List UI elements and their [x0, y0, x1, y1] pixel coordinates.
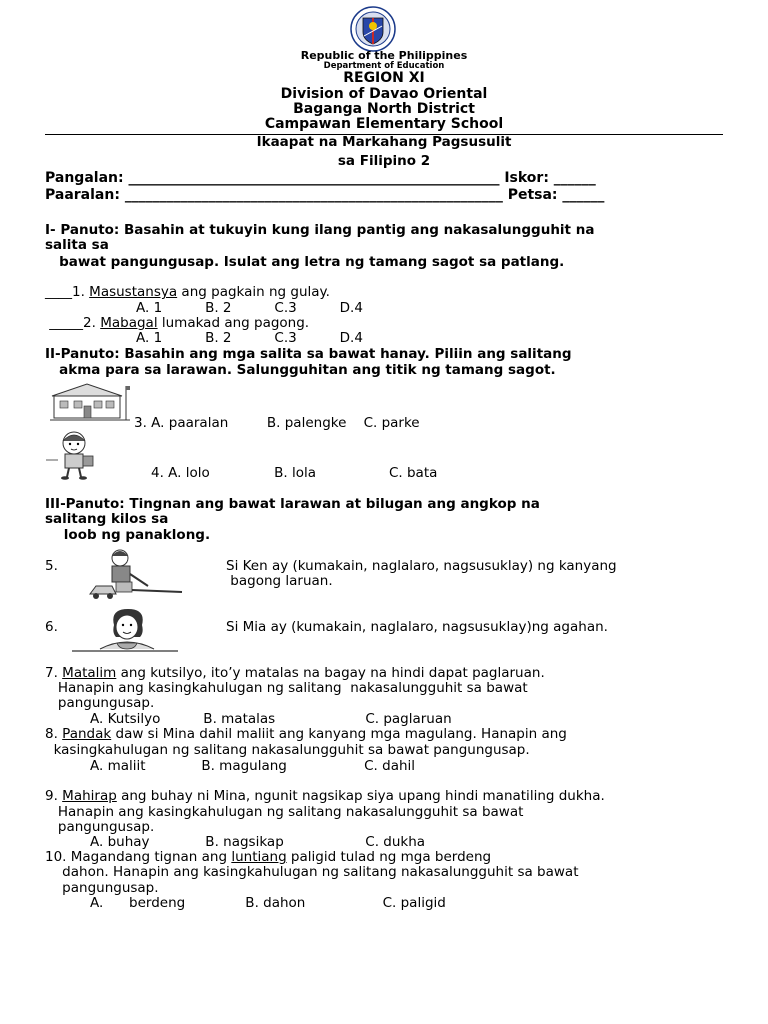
question-5-line1: Si Ken ay (kumakain, naglalaro, nagsusuklay) ng kanyang — [226, 558, 617, 574]
exam-title-line2: sa Filipino 2 — [337, 153, 431, 169]
question-5-number: 5. — [45, 558, 58, 574]
question-10-line2: dahon. Hanapin ang kasingkahulugan ng salitang nakasalungguhit sa bawat — [45, 864, 579, 880]
question-3: 3. A. paaralan B. palengke C. parke — [134, 415, 420, 431]
question-10: 10. Magandang tignan ang luntiang paligid tulad ng mga berdeng — [45, 849, 492, 865]
question-2: _____2. Mabagal lumakad ang pagong. — [45, 315, 310, 331]
girl-eating-picture — [70, 607, 180, 659]
question-9-line2: Hanapin ang kasingkahulugan ng salitang nakasalungguhit sa bawat — [45, 804, 524, 820]
question-8-line2: kasingkahulugan ng salitang nakasalungguhit sa bawat pangungusap. — [45, 742, 530, 758]
question-7-line2: Hanapin ang kasingkahulugan ng salitang nakasalungguhit sa bawat — [45, 680, 528, 696]
republic-header: Republic of the Philippines — [300, 49, 468, 62]
question-8: 8. Pandak daw si Mina dahil maliit ang kanyang mga magulang. Hanapin ang — [45, 726, 567, 742]
question-4: 4. A. lolo B. lola C. bata — [151, 465, 438, 481]
name-score-field[interactable]: Pangalan: _____________________________________________________ Iskor: ______ — [45, 170, 596, 186]
question-10-choices: A. berdeng B. dahon C. paligid — [90, 895, 446, 911]
part2-instruction-line2: akma para sa larawan. Salungguhitan ang titik ng tamang sagot. — [45, 362, 556, 378]
part3-instruction-line1: III-Panuto: Tingnan ang bawat larawan at bilugan ang angkop na — [45, 496, 540, 512]
question-6-number: 6. — [45, 619, 58, 635]
child-picture — [44, 430, 104, 480]
part3-instruction-line2: salitang kilos sa — [45, 511, 169, 527]
part3-instruction-line3: loob ng panaklong. — [45, 527, 211, 543]
region-header: REGION XI — [343, 70, 425, 86]
part1-instruction-line3: bawat pangungusap. Isulat ang letra ng tamang sagot sa patlang. — [45, 254, 565, 270]
department-header: Department of Education — [323, 61, 445, 71]
question-7: 7. Matalim ang kutsilyo, ito’y matalas na bagay na hindi dapat paglaruan. — [45, 665, 545, 681]
question-1-choices: A. 1 B. 2 C.3 D.4 — [136, 300, 363, 316]
school-building-picture — [50, 380, 130, 424]
question-6-line1: Si Mia ay (kumakain, naglalaro, nagsusuklay)ng agahan. — [226, 619, 608, 635]
question-5-line2: bagong laruan. — [226, 573, 333, 589]
question-10-line3: pangungusap. — [45, 880, 159, 896]
district-header: Baganga North District — [293, 101, 475, 117]
part1-instruction-line2: salita sa — [45, 237, 109, 253]
question-9-line3: pangungusap. — [45, 819, 155, 835]
question-8-choices: A. maliit B. magulang C. dahil — [90, 758, 416, 774]
boy-playing-toy-car-picture — [86, 548, 186, 606]
part2-instruction-line1: II-Panuto: Basahin ang mga salita sa bawat hanay. Piliin ang salitang — [45, 346, 572, 362]
part1-instruction-line1: I- Panuto: Basahin at tukuyin kung ilang pantig ang nakasalungguhit na — [45, 222, 595, 238]
question-9: 9. Mahirap ang buhay ni Mina, ngunit nagsikap siya upang hindi manatiling dukha. — [45, 788, 605, 804]
exam-title-line1: Ikaapat na Markahang Pagsusulit — [256, 134, 512, 150]
question-2-choices: A. 1 B. 2 C.3 D.4 — [136, 330, 363, 346]
deped-seal-logo — [346, 6, 400, 52]
school-header: Campawan Elementary School — [264, 116, 504, 132]
question-7-choices: A. Kutsilyo B. matalas C. paglaruan — [90, 711, 452, 727]
question-7-line3: pangungusap. — [45, 695, 155, 711]
question-1: ____1. Masustansya ang pagkain ng gulay. — [45, 284, 330, 300]
question-9-choices: A. buhay B. nagsikap C. dukha — [90, 834, 426, 850]
school-date-field[interactable]: Paaralan: ______________________________________________________ Petsa: ______ — [45, 187, 605, 203]
division-header: Division of Davao Oriental — [280, 86, 488, 102]
